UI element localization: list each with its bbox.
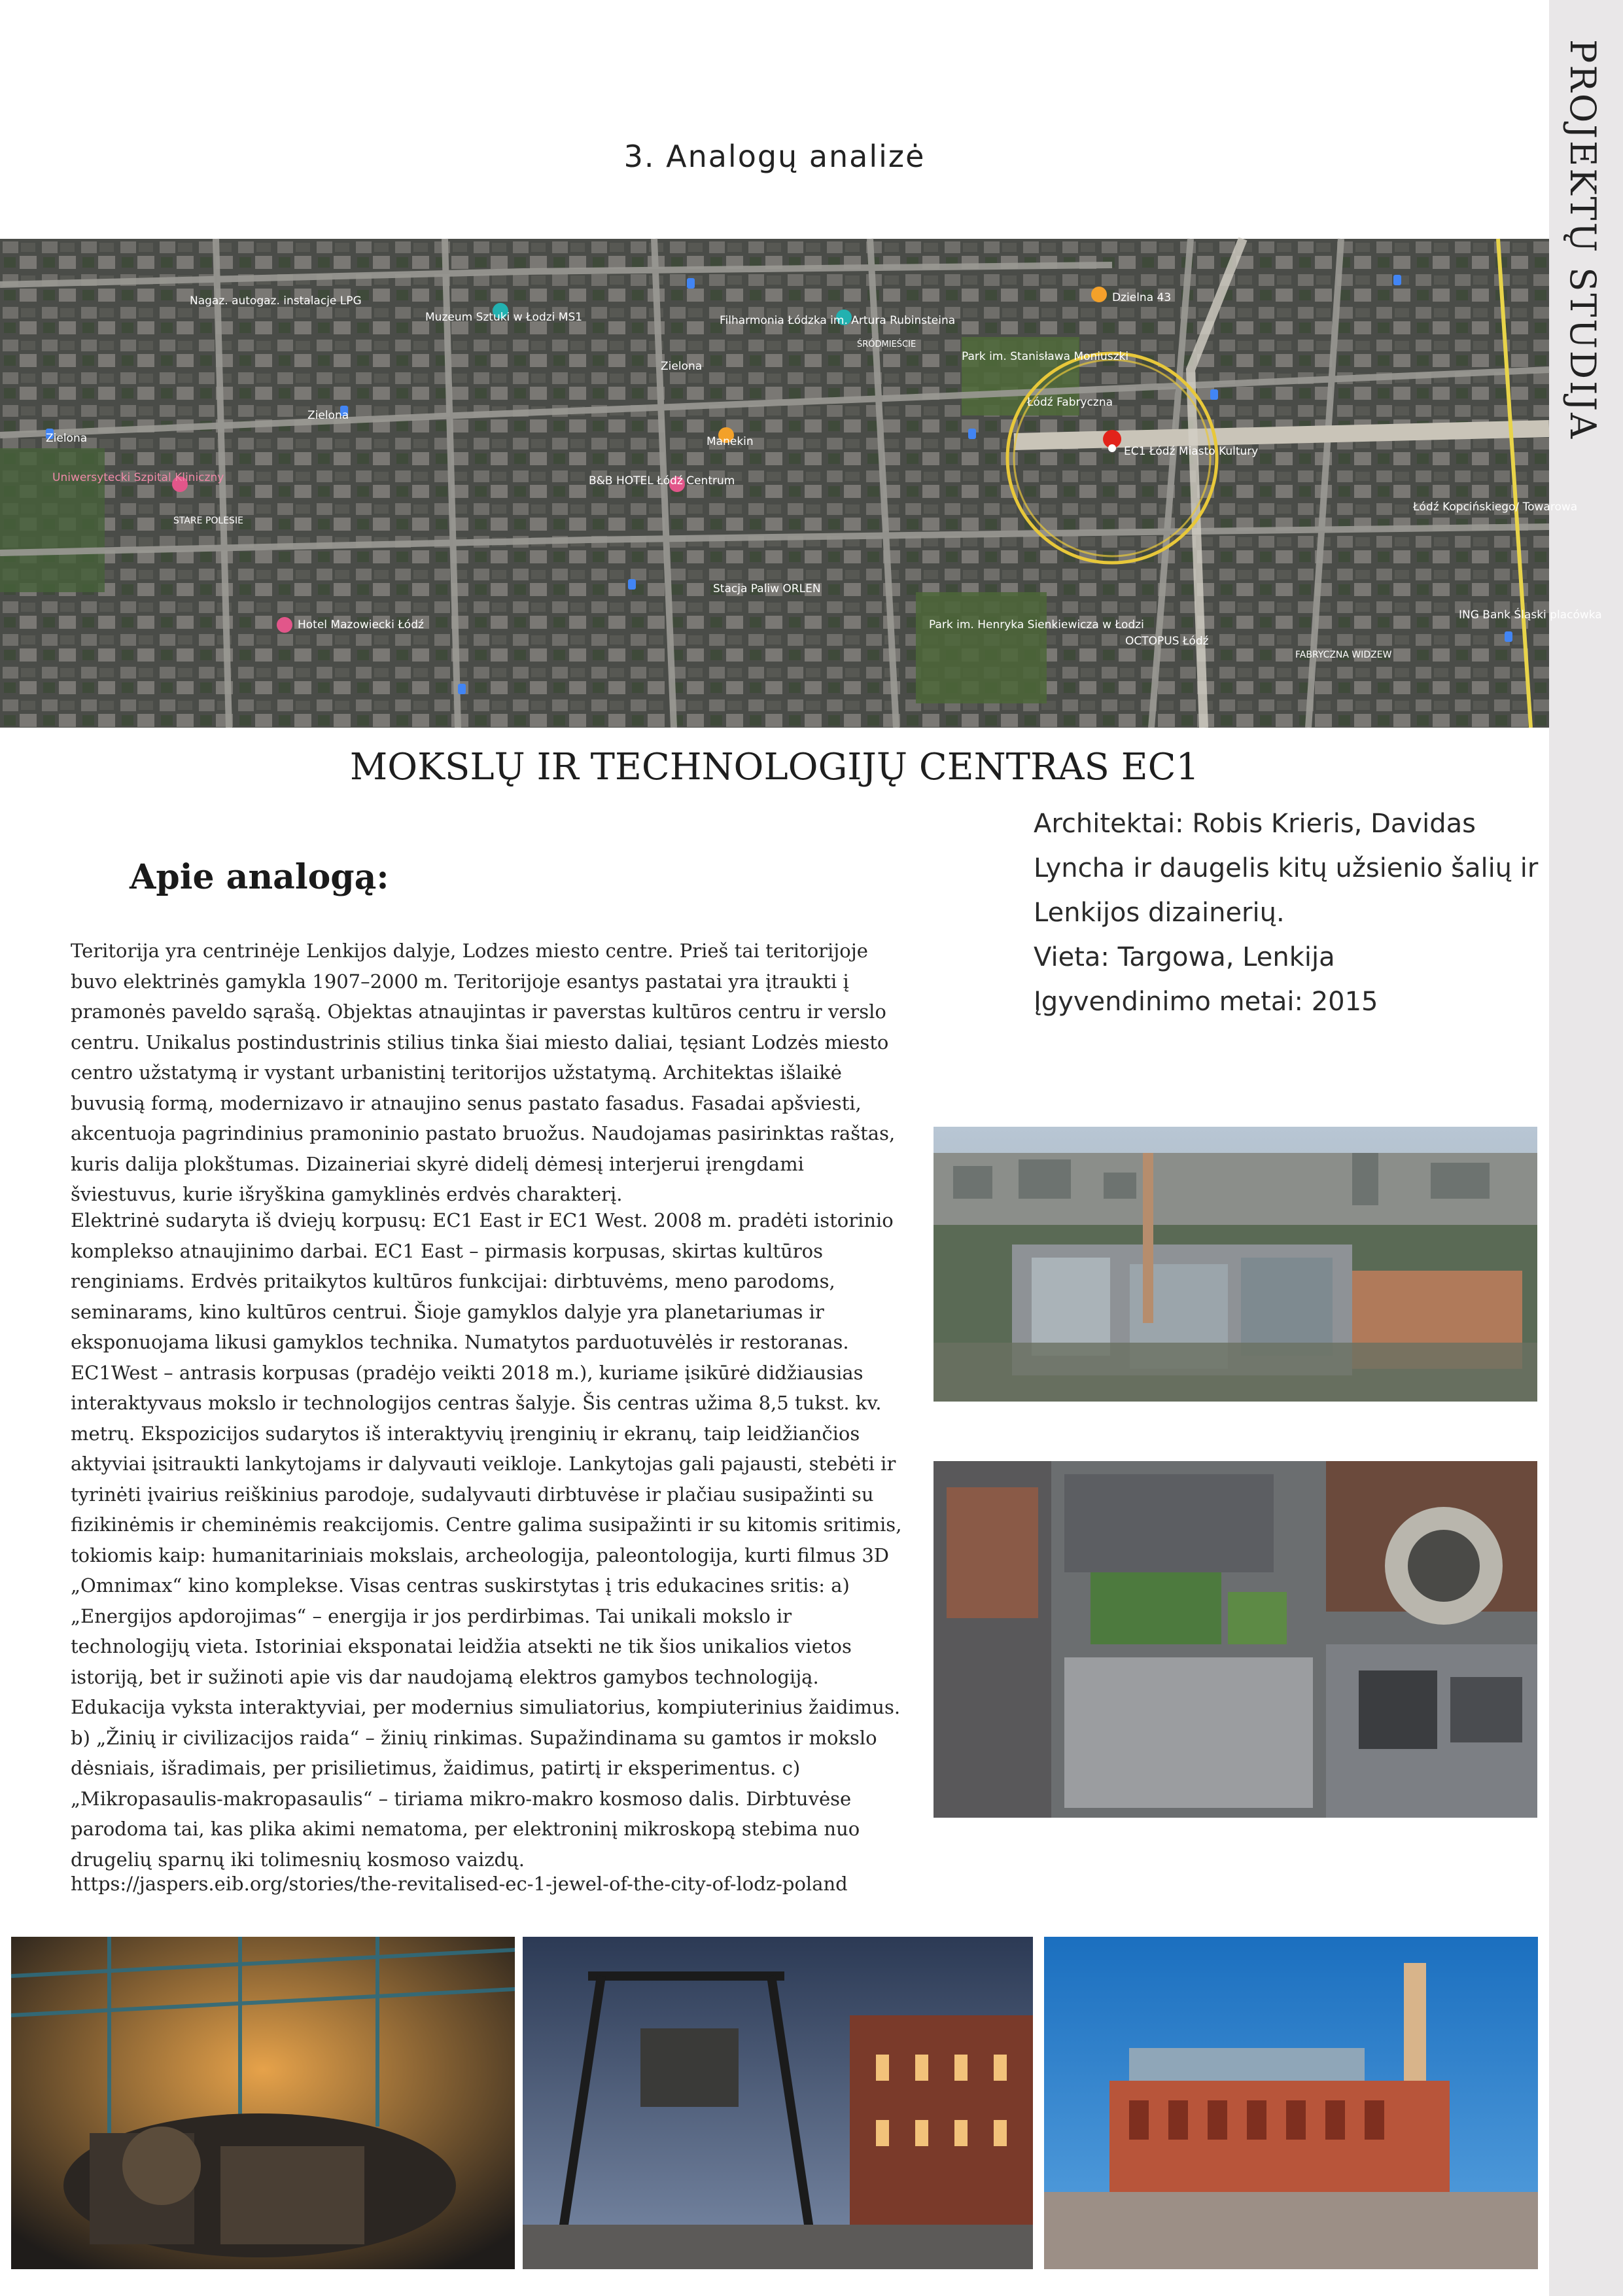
about-heading: Apie analogą: xyxy=(130,857,389,897)
map-label: Manekin xyxy=(707,435,754,448)
main-title: MOKSLŲ IR TECHNOLOGIJŲ CENTRAS EC1 xyxy=(349,746,1200,788)
map-label: Park im. Stanisława Moniuszki xyxy=(962,350,1129,363)
map-label: Park im. Henryka Sienkiewicza w Łodzi xyxy=(929,618,1144,631)
sidebar-label: PROJEKTŲ STUDIJA xyxy=(1562,39,1603,441)
map-label: Łódź Kopcińskiego/ Towarowa xyxy=(1413,501,1578,514)
aerial-photo-topdown xyxy=(934,1461,1537,1818)
map-label: Filharmonia Łódzka im. Artura Rubinsteina xyxy=(720,314,956,327)
map-label: Zielona xyxy=(46,432,88,445)
source-link[interactable]: https://jaspers.eib.org/stories/the-revitalised-ec-1-jewel-of-the-city-of-lodz-poland xyxy=(71,1873,848,1895)
map-label: Stacja Paliw ORLEN xyxy=(713,582,821,595)
map-label: Muzeum Sztuki w Łodzi MS1 xyxy=(425,311,583,324)
section-title: 3. Analogų analizė xyxy=(623,139,926,174)
map-label: ING Bank Śląski placówka xyxy=(1459,609,1602,622)
location-line: Vieta: Targowa, Lenkija xyxy=(1034,942,1335,972)
map-label: FABRYCZNA WIDZEW xyxy=(1295,650,1392,660)
year-line: Įgyvendinimo metai: 2015 xyxy=(1034,987,1378,1017)
map-label: ŚRÓDMIEŚCIE xyxy=(857,340,916,349)
architect-line: Architektai: Robis Krieris, Davidas xyxy=(1034,809,1476,839)
interior-machinery-photo xyxy=(11,1937,515,2269)
architect-line: Lenkijos dizainerių. xyxy=(1034,898,1285,928)
map-label: Łódź Fabryczna xyxy=(1027,396,1113,409)
architect-line: Lyncha ir daugelis kitų užsienio šalių ir xyxy=(1034,853,1539,883)
about-paragraph-2: Elektrinė sudaryta iš dviejų korpusų: EC1 East ir EC1 West. 2008 m. pradėti istorinio komplekso atnaujinimo darbai. EC1 East – pirmasis korpusas, skirtas kultūros renginiams. Erdvės pritaikytos kultūros funkcijai: dirbtuvėms, meno parodoms, seminarams, kino kultūros centrui. Šioje gamyklos dalyje yra planetariumas ir eksponuojama likusi gamyklos technika. Numatytos parduotuvėlės ir restoranas. EC1West – antrasis korpusas (pradėjo veikti 2018 m.), kuriame įsikūrė didžiausias interaktyvaus mokslo ir technologijos centras šalyje. Šis centras užima 8,5 tukst. kv. metrų. Ekspozicijos sudarytos iš interaktyvių įrenginių ir ekranų, taip leidžiančios aktyviai įsitraukti lankytojams ir dalyvauti veikloje. Lankytojas gali pajausti, stebėti ir tyrinėti įvairius reiškinius parodoje, sudalyvauti dirbtuvėse ir plačiau susipažinti su fizikinėmis ir cheminėmis reakcijomis. Centre galima susipažinti ir su kitomis sritimis, tokiomis kaip: humanitariniais mokslais, archeologija, paleontologija, kurti filmus 3D „Omnimax“ kino komplekse. Visas centras suskirstytas į tris edukacines sritis: a) „Energijos apdorojimas“ – energija ir jos perdirbimas. Tai unikali mokslo ir technologijų vieta. Istoriniai eksponatai leidžia atsekti ne tik šios unikalios vietos istoriją, bet ir sužinoti apie vis dar naudojamą elektros gamybos technologiją. Edukacija vyksta interaktyviai, per modernius simuliatorius, kompiuterinius žaidimus. b) „Žinių ir civilizacijos raida“ – žinių rinkimas. Supažindinama su gamtos ir mokslo dėsniais, išradimais, per prisilietimus, žaidimus, patirtį ir eksperimentus. c) „Mikropasaulis-makropasaulis“ – tiriama mikro-makro kosmoso dalis. Dirbtuvėse parodoma tai, kas plika akimi nematoma, per elektroninį mikroskopą stebima nuo drugelių sparnų iki tolimesnių kosmoso vaizdų. xyxy=(71,1209,902,1871)
map-label: STARE POLESIE xyxy=(173,516,243,526)
architect-info xyxy=(1034,802,1544,1024)
map-label: Hotel Mazowiecki Łódź xyxy=(298,618,424,631)
map-label: OCTOPUS Łódź xyxy=(1125,635,1209,648)
night-crane-photo xyxy=(523,1937,1033,2269)
aerial-map xyxy=(0,239,1602,728)
map-label: Zielona xyxy=(307,409,349,422)
brick-building-chimney-photo xyxy=(1044,1937,1538,2269)
map-label: Dzielna 43 xyxy=(1112,291,1172,304)
map-label: EC1 Łódź Miasto Kultury xyxy=(1124,445,1259,458)
map-label: Nagaz. autogaz. instalacje LPG xyxy=(190,294,362,308)
map-label: Zielona xyxy=(661,360,703,373)
map-label: Uniwersytecki Szpital Kliniczny xyxy=(52,471,224,484)
aerial-photo-complex xyxy=(934,1127,1537,1402)
map-label: B&B HOTEL Łódź Centrum xyxy=(589,474,735,487)
about-paragraph-1: Teritorija yra centrinėje Lenkijos dalyje, Lodzes miesto centre. Prieš tai teritorijoje buvo elektrinės gamykla 1907–2000 m. Teritorijoje esantys pastatai yra įtraukti į pramonės paveldo sąrašą. Objektas atnaujintas ir paverstas kultūros centru ir verslo centru. Unikalus postindustrinis stilius tinka šiai miesto daliai, tęsiant Lodzės miesto centro užstatymą ir vystant urbanistinį teritorijos užstatymą. Architektas išlaikė buvusią formą, modernizavo ir atnaujino senus pastato fasadus. Fasadai apšviesti, akcentuoja pagrindinius pramoninio pastato bruožus. Naudojamas pasirinktas raštas, kuris dalija plokštumas. Dizaineriai skyrė didelį dėmesį interjerui įrengdami šviestuvus, kurie išryškina gamyklinės erdvės charakterį. xyxy=(71,940,896,1205)
